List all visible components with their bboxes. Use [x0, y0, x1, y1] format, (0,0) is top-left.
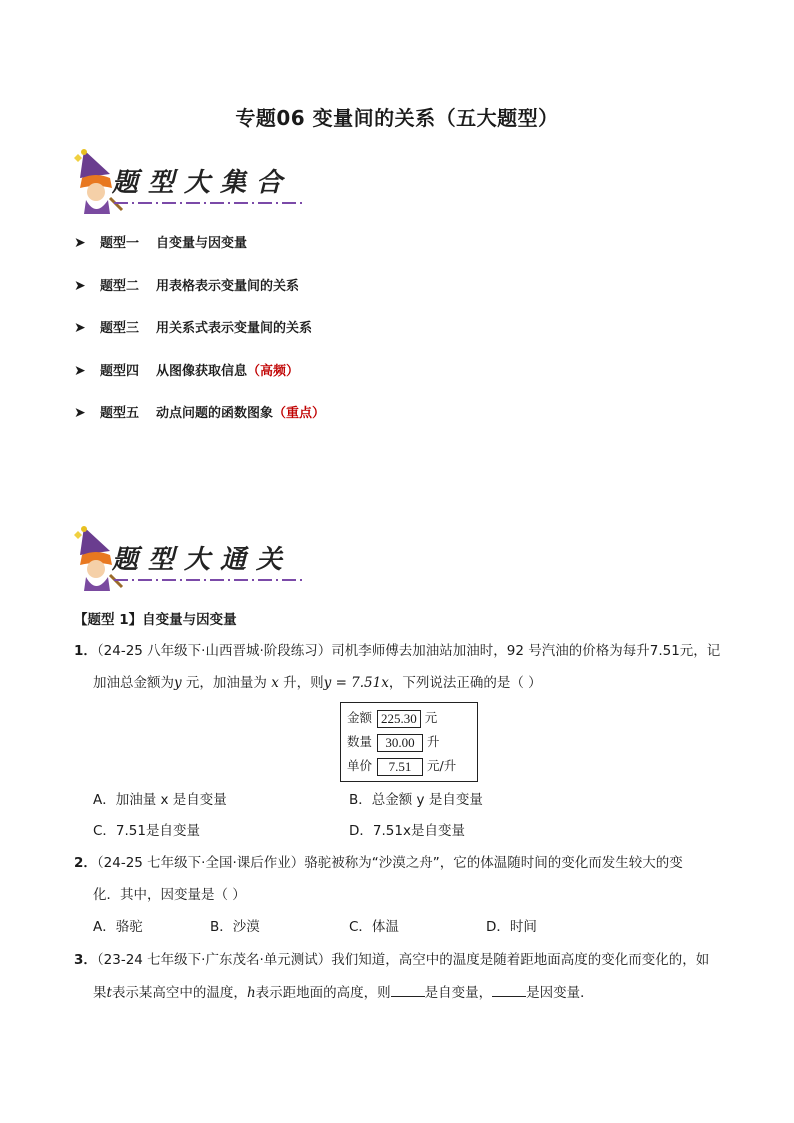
- receipt-row-quantity: 数量 30.00 升: [347, 734, 440, 750]
- question-1-line2: 加油总金额为y 元，加油量为 x 升，则y = 7.51x，下列说法正确的是（ ）: [93, 675, 542, 691]
- question-text: 司机李师傅去加油站加油时，92 号汽油的价格为每升7.51元，记: [331, 643, 721, 659]
- banner-underline: [114, 577, 304, 583]
- arrow-bullet-icon: ➤: [74, 363, 86, 379]
- question-2-line2: 化．其中，因变量是（ ）: [93, 887, 246, 903]
- receipt-row-price: 单价 7.51 元/升: [347, 758, 457, 774]
- option-b[interactable]: B．沙漠: [210, 919, 260, 935]
- question-3-line2: 果t表示某高空中的温度，h表示距地面的高度，则 是自变量， 是因变量．: [93, 982, 733, 1003]
- toc-item-label: 动点问题的函数图象: [156, 406, 274, 421]
- var-h: h: [246, 985, 256, 1001]
- answer-blank-2[interactable]: [492, 982, 526, 997]
- arrow-bullet-icon: ➤: [74, 405, 86, 421]
- var-t: t: [106, 985, 112, 1001]
- option-a[interactable]: A．骆驼: [93, 919, 143, 935]
- banner-underline: [114, 200, 304, 206]
- equation: y = 7.51x: [323, 675, 389, 691]
- question-text: 我们知道，高空中的温度是随着距地面高度的变化而变化的，如: [331, 952, 710, 968]
- option-c[interactable]: C．体温: [349, 919, 399, 935]
- banner-title: 题型大集合: [112, 168, 293, 198]
- fuel-receipt: [340, 702, 478, 782]
- toc-item[interactable]: [74, 361, 299, 381]
- receipt-row-amount: 金额 225.30 元: [347, 710, 438, 726]
- question-3-line1: [74, 950, 734, 970]
- toc-item[interactable]: [74, 318, 312, 338]
- section-heading: 【题型 1】自变量与因变量: [74, 612, 237, 628]
- toc-item-tag: （高频）: [247, 364, 300, 379]
- toc-item-tag: （重点）: [273, 406, 326, 421]
- var-y: y: [174, 675, 182, 691]
- toc-item-code: 题型五: [100, 406, 140, 421]
- answer-blank-1[interactable]: [391, 982, 425, 997]
- var-x: x: [271, 675, 279, 691]
- toc-item[interactable]: [74, 276, 299, 296]
- arrow-bullet-icon: ➤: [74, 235, 86, 251]
- price-value: 7.51: [377, 758, 423, 776]
- question-number: 2．: [74, 855, 97, 871]
- toc-item-label: 用关系式表示变量间的关系: [156, 321, 313, 336]
- banner-title: 题型大通关: [112, 545, 293, 575]
- toc-item-code: 题型三: [100, 321, 140, 336]
- page-title: 专题06 变量间的关系（五大题型）: [235, 106, 559, 130]
- question-text: 骆驼被称为“沙漠之舟”，它的体温随时间的变化而发生较大的变: [304, 855, 683, 871]
- arrow-bullet-icon: ➤: [74, 278, 86, 294]
- question-1-line1: [74, 641, 734, 661]
- toc-item-label: 从图像获取信息: [156, 364, 248, 379]
- section-banner-practice: [66, 525, 306, 595]
- option-a[interactable]: A．加油量 x 是自变量: [93, 792, 227, 808]
- question-source: （24-25 八年级下·山西晋城·阶段练习）: [96, 643, 332, 659]
- section-banner-collection: [66, 148, 306, 218]
- question-number: 3．: [74, 952, 97, 968]
- option-d[interactable]: D．时间: [486, 919, 537, 935]
- option-b[interactable]: B．总金额 y 是自变量: [349, 792, 483, 808]
- question-2-line1: [74, 853, 734, 873]
- toc-item-label: 自变量与因变量: [156, 236, 248, 251]
- question-number: 1．: [74, 643, 97, 659]
- option-c[interactable]: C．7.51是自变量: [93, 823, 200, 839]
- toc-item[interactable]: [74, 233, 247, 253]
- toc-item[interactable]: [74, 403, 325, 423]
- question-source: （23-24 七年级下·广东茂名·单元测试）: [96, 952, 332, 968]
- toc-item-code: 题型四: [100, 364, 140, 379]
- quantity-value: 30.00: [377, 734, 423, 752]
- toc-item-code: 题型二: [100, 279, 140, 294]
- arrow-bullet-icon: ➤: [74, 320, 86, 336]
- question-source: （24-25 七年级下·全国·课后作业）: [96, 855, 305, 871]
- toc-item-label: 用表格表示变量间的关系: [156, 279, 300, 294]
- amount-value: 225.30: [377, 710, 421, 728]
- option-d[interactable]: D．7.51x是自变量: [349, 823, 465, 839]
- toc-item-code: 题型一: [100, 236, 140, 251]
